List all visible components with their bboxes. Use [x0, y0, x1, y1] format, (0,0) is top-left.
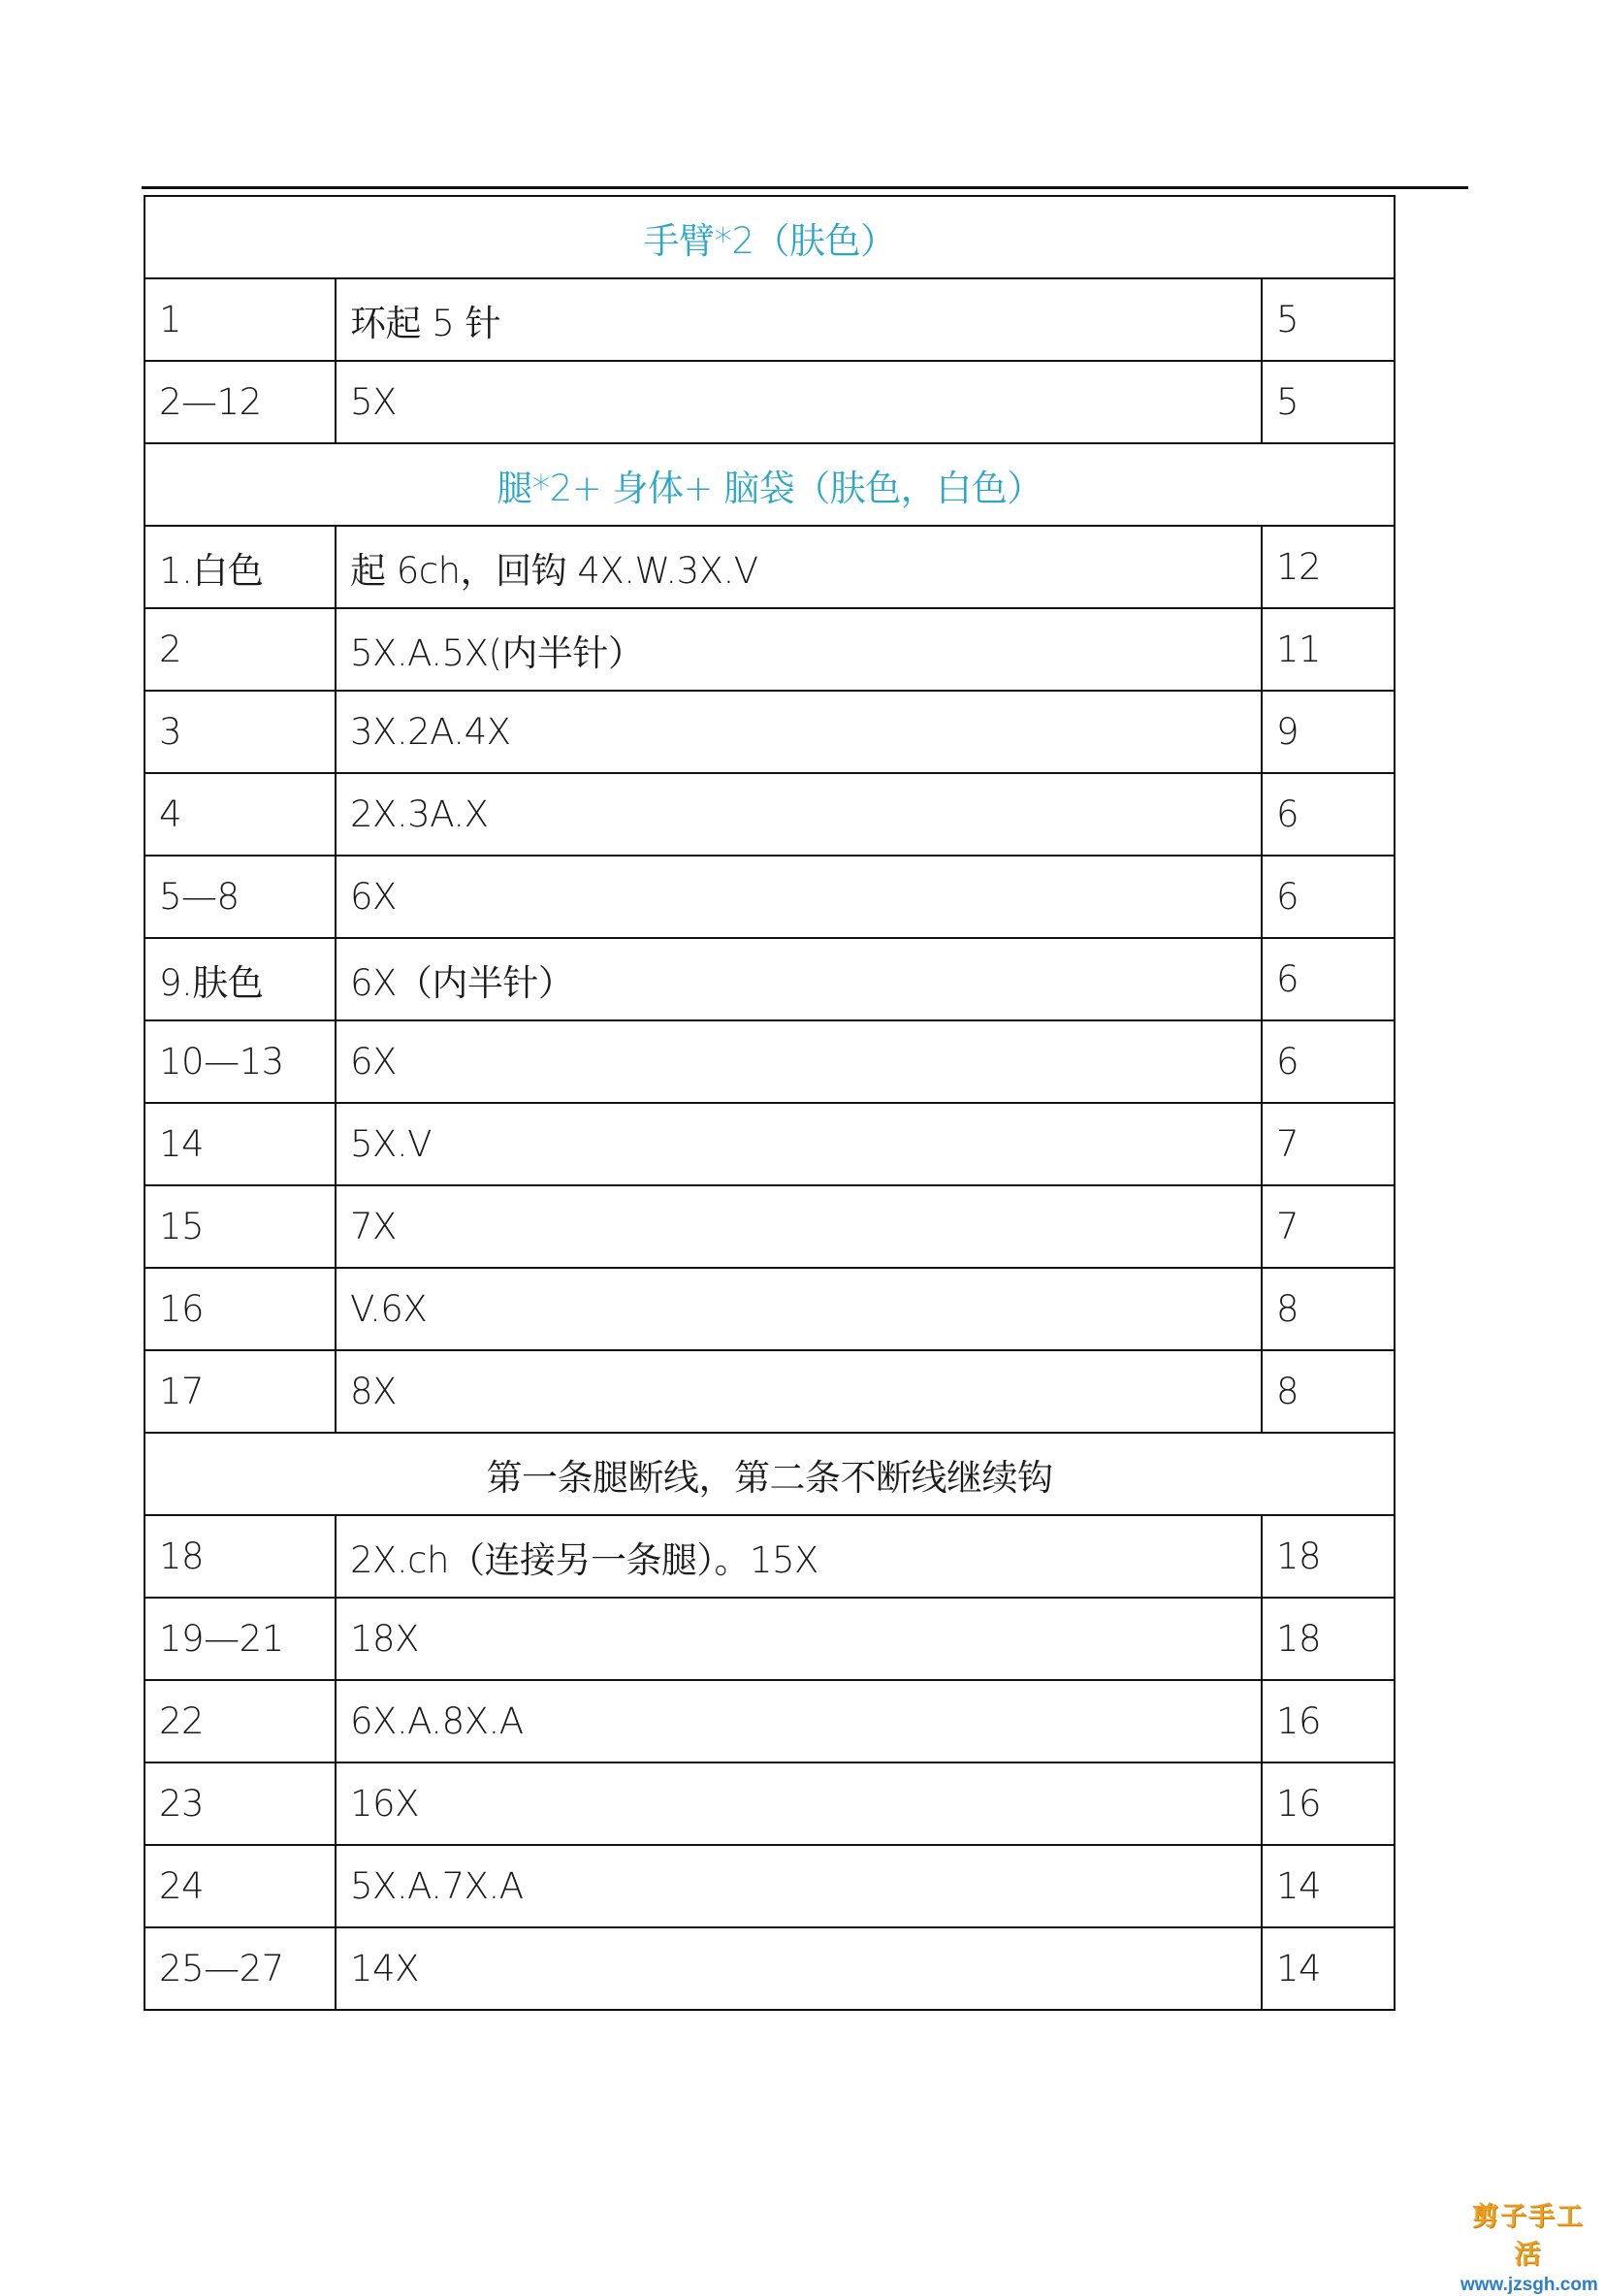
row-number: 17 [144, 1350, 336, 1433]
table-row [144, 938, 1395, 1020]
row-number: 5—8 [144, 856, 336, 938]
table-row [144, 1185, 1395, 1268]
stitch-count: 9 [1262, 691, 1395, 773]
row-instruction: 环起 5 针 [336, 278, 1262, 361]
stitch-count: 8 [1262, 1350, 1395, 1433]
stitch-count: 7 [1262, 1103, 1395, 1185]
section-title-body: 腿*2+ 身体+ 脑袋（肤色，白色） [144, 443, 1395, 526]
row-instruction: 6X.A.8X.A [336, 1680, 1262, 1762]
stitch-count: 18 [1262, 1598, 1395, 1680]
stitch-count: 14 [1262, 1927, 1395, 2010]
site-watermark [1460, 2195, 1598, 2295]
section-header-row [144, 1433, 1395, 1515]
row-instruction: V.6X [336, 1268, 1262, 1350]
row-instruction: 3X.2A.4X [336, 691, 1262, 773]
stitch-count: 6 [1262, 938, 1395, 1020]
row-instruction: 8X [336, 1350, 1262, 1433]
stitch-count: 5 [1262, 361, 1395, 443]
section-header-row [144, 443, 1395, 526]
row-instruction: 6X [336, 1020, 1262, 1103]
stitch-count: 16 [1262, 1762, 1395, 1845]
row-number: 14 [144, 1103, 336, 1185]
row-number: 15 [144, 1185, 336, 1268]
watermark-brand: 剪子手工活 [1472, 2202, 1585, 2270]
row-instruction: 起 6ch，回钩 4X.W.3X.V [336, 526, 1262, 608]
stitch-count: 8 [1262, 1268, 1395, 1350]
row-instruction: 6X [336, 856, 1262, 938]
row-number: 2 [144, 608, 336, 691]
table-row [144, 856, 1395, 938]
stitch-count: 6 [1262, 1020, 1395, 1103]
stitch-count: 14 [1262, 1845, 1395, 1927]
row-number: 2—12 [144, 361, 336, 443]
row-instruction: 2X.3A.X [336, 773, 1262, 856]
row-instruction: 16X [336, 1762, 1262, 1845]
watermark-url: www.jzsgh.com [1460, 2275, 1598, 2295]
row-number: 16 [144, 1268, 336, 1350]
row-instruction: 2X.ch（连接另一条腿）。15X [336, 1515, 1262, 1598]
row-number: 4 [144, 773, 336, 856]
table-row [144, 1845, 1395, 1927]
row-number: 3 [144, 691, 336, 773]
stitch-count: 11 [1262, 608, 1395, 691]
stitch-count: 18 [1262, 1515, 1395, 1598]
table-row [144, 1515, 1395, 1598]
row-number: 10—13 [144, 1020, 336, 1103]
table-row [144, 278, 1395, 361]
row-number: 1 [144, 278, 336, 361]
table-row [144, 1927, 1395, 2010]
row-instruction: 7X [336, 1185, 1262, 1268]
row-number: 22 [144, 1680, 336, 1762]
row-number: 9.肤色 [144, 938, 336, 1020]
table-row [144, 361, 1395, 443]
row-number: 1.白色 [144, 526, 336, 608]
top-rule [142, 186, 1468, 189]
crochet-pattern-table [144, 195, 1395, 2011]
row-number: 18 [144, 1515, 336, 1598]
row-number: 19—21 [144, 1598, 336, 1680]
table-row [144, 691, 1395, 773]
table-row [144, 1268, 1395, 1350]
table-row [144, 1680, 1395, 1762]
stitch-count: 12 [1262, 526, 1395, 608]
row-instruction: 14X [336, 1927, 1262, 2010]
section-title-arms: 手臂*2（肤色） [144, 196, 1395, 278]
row-instruction: 6X（内半针） [336, 938, 1262, 1020]
stitch-count: 6 [1262, 856, 1395, 938]
row-number: 23 [144, 1762, 336, 1845]
stitch-count: 7 [1262, 1185, 1395, 1268]
table-row [144, 1020, 1395, 1103]
table-row [144, 1598, 1395, 1680]
stitch-count: 6 [1262, 773, 1395, 856]
table-row [144, 1103, 1395, 1185]
stitch-count: 5 [1262, 278, 1395, 361]
row-number: 24 [144, 1845, 336, 1927]
section-header-row [144, 196, 1395, 278]
section-note-legs: 第一条腿断线，第二条不断线继续钩 [144, 1433, 1395, 1515]
table-row [144, 773, 1395, 856]
stitch-count: 16 [1262, 1680, 1395, 1762]
row-instruction: 5X.A.7X.A [336, 1845, 1262, 1927]
row-instruction: 5X.A.5X(内半针） [336, 608, 1262, 691]
row-instruction: 5X.V [336, 1103, 1262, 1185]
row-instruction: 5X [336, 361, 1262, 443]
table-row [144, 526, 1395, 608]
table-row [144, 1350, 1395, 1433]
row-number: 25—27 [144, 1927, 336, 2010]
row-instruction: 18X [336, 1598, 1262, 1680]
table-row [144, 608, 1395, 691]
table-row [144, 1762, 1395, 1845]
